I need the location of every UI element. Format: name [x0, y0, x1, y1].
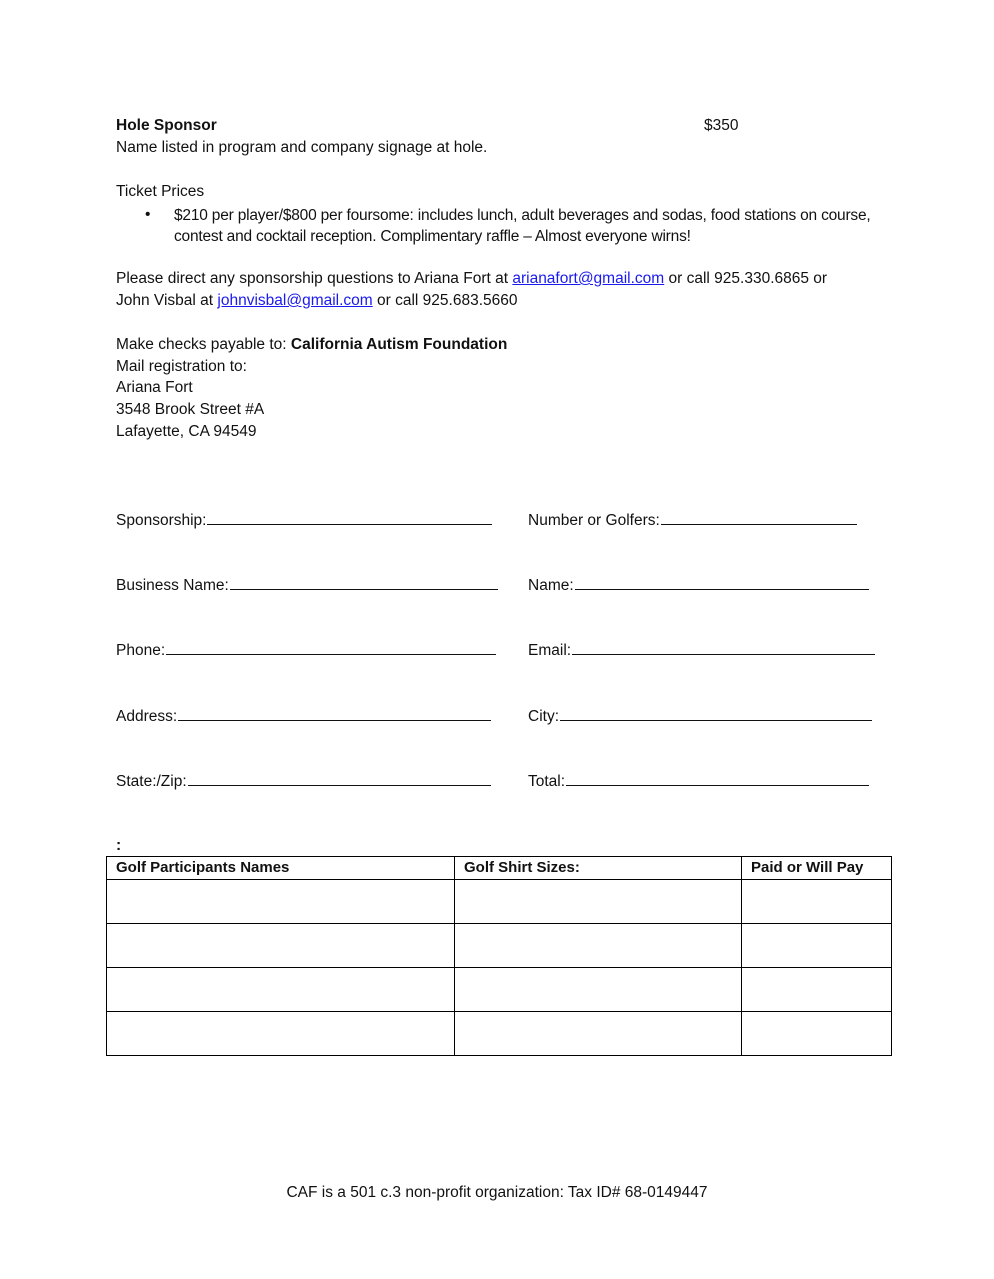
email-link-john[interactable]: johnvisbal@gmail.com	[217, 292, 373, 309]
address-label: Address:	[116, 708, 178, 725]
participant-name-cell[interactable]	[107, 880, 455, 924]
participant-name-cell[interactable]	[107, 924, 455, 968]
participant-name-cell[interactable]	[107, 1012, 455, 1056]
total-label: Total:	[528, 773, 566, 790]
sponsor-title: Hole Sponsor	[116, 117, 217, 134]
sponsor-description: Name listed in program and company signage at hole.	[116, 139, 488, 156]
email-label: Email:	[528, 642, 572, 659]
city-label: City:	[528, 708, 559, 725]
mail-registration-label: Mail registration to:	[116, 358, 247, 375]
table-row	[107, 880, 892, 924]
paid-status-cell[interactable]	[742, 880, 892, 924]
contact-line-2-prefix: John Visbal at	[116, 292, 218, 309]
sponsorship-field[interactable]	[116, 509, 492, 531]
number-of-golfers-label: Number or Golfers:	[528, 512, 660, 529]
ticket-prices-heading: Ticket Prices	[116, 183, 205, 200]
contact-line-1-suffix: or call 925.330.6865 or	[664, 270, 828, 287]
sponsorship-blank[interactable]	[207, 509, 492, 525]
checks-payable-line	[116, 335, 507, 355]
email-blank[interactable]	[572, 639, 875, 655]
paid-status-cell[interactable]	[742, 1012, 892, 1056]
address-field[interactable]	[116, 705, 491, 727]
city-field[interactable]	[528, 705, 872, 727]
number-of-golfers-blank[interactable]	[661, 509, 857, 525]
contact-line-1	[116, 269, 827, 289]
business-name-field[interactable]	[116, 574, 498, 596]
name-blank[interactable]	[575, 574, 869, 590]
checks-prefix: Make checks payable to:	[116, 336, 291, 353]
footer-tax-info: CAF is a 501 c.3 non-profit organization: Tax ID# 68-0149447	[286, 1184, 708, 1201]
number-of-golfers-field[interactable]	[528, 509, 857, 531]
shirt-size-cell[interactable]	[455, 880, 742, 924]
table-header-row	[107, 857, 892, 880]
table-row	[107, 1012, 892, 1056]
business-name-blank[interactable]	[230, 574, 498, 590]
total-field[interactable]	[528, 770, 869, 792]
business-name-label: Business Name:	[116, 577, 229, 594]
paid-status-cell[interactable]	[742, 924, 892, 968]
contact-line-2-suffix: or call 925.683.5660	[372, 292, 518, 309]
state-zip-blank[interactable]	[188, 770, 491, 786]
mail-recipient-name: Ariana Fort	[116, 379, 193, 396]
ticket-price-text: $210 per player/$800 per foursome: includes lunch, adult beverages and sodas, food stations on course, contest and cocktail reception. Complimentary raffle – Almost everyone wirns!	[174, 207, 871, 245]
header-participant-names: Golf Participants Names	[107, 857, 455, 880]
header-shirt-sizes: Golf Shirt Sizes:	[455, 857, 742, 880]
shirt-size-cell[interactable]	[455, 1012, 742, 1056]
checks-payee: California Autism Foundation	[290, 336, 508, 353]
mail-street: 3548 Brook Street #A	[116, 401, 265, 418]
participants-table	[106, 856, 892, 1056]
state-zip-field[interactable]	[116, 770, 491, 792]
header-paid-status: Paid or Will Pay	[742, 857, 892, 880]
contact-line-1-prefix: Please direct any sponsorship questions to Ariana Fort at	[116, 270, 513, 287]
shirt-size-cell[interactable]	[455, 924, 742, 968]
email-link-ariana[interactable]: arianafort@gmail.com	[512, 270, 665, 287]
participant-name-cell[interactable]	[107, 968, 455, 1012]
email-field[interactable]	[528, 639, 875, 661]
table-row	[107, 968, 892, 1012]
sponsorship-label: Sponsorship:	[116, 512, 207, 529]
phone-field[interactable]	[116, 639, 496, 661]
sponsor-price: $350	[704, 117, 739, 134]
name-field[interactable]	[528, 574, 869, 596]
table-row	[107, 924, 892, 968]
shirt-size-cell[interactable]	[455, 968, 742, 1012]
mail-city-state-zip: Lafayette, CA 94549	[116, 423, 257, 440]
phone-blank[interactable]	[166, 639, 496, 655]
contact-line-2	[116, 291, 517, 311]
address-blank[interactable]	[178, 705, 491, 721]
paid-status-cell[interactable]	[742, 968, 892, 1012]
state-zip-label: State:/Zip:	[116, 773, 187, 790]
table-leading-mark: :	[116, 837, 122, 854]
phone-label: Phone:	[116, 642, 166, 659]
city-blank[interactable]	[560, 705, 872, 721]
bullet-icon: •	[145, 206, 151, 223]
name-label: Name:	[528, 577, 574, 594]
total-blank[interactable]	[566, 770, 869, 786]
